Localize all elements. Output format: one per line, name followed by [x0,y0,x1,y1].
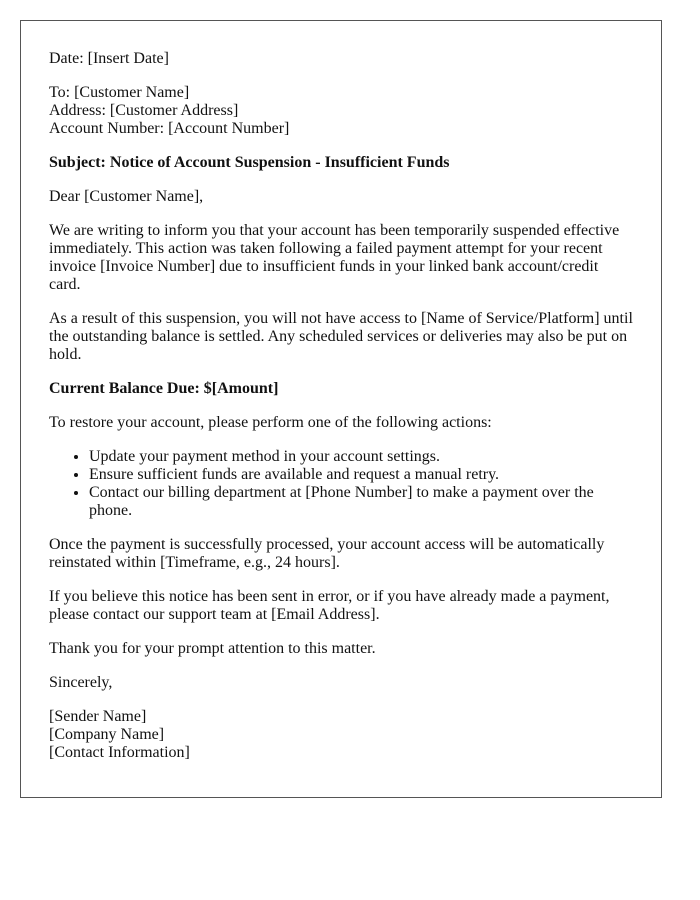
balance-line [49,380,633,398]
recipient-account: Account Number: [Account Number] [49,120,290,137]
contact-info: [Contact Information] [49,744,190,761]
greeting: Dear [Customer Name], [49,188,204,205]
company-name: [Company Name] [49,726,165,743]
recipient-block [49,84,633,138]
date-line: Date: [Insert Date] [49,50,169,67]
list-item: • Contact our billing department at [Phone Number] to make a payment over the phone. [89,484,633,520]
balance-text: Current Balance Due: $[Amount] [49,380,279,397]
letter [20,20,662,798]
list-item: • Ensure sufficient funds are available and request a manual retry. [89,466,633,484]
closing: Sincerely, [49,674,113,691]
subject-line [49,154,633,172]
paragraph-error: If you believe this notice has been sent in error, or if you have already made a payment, please contact our support team at [Email Address]. [49,588,610,623]
list-item: • Update your payment method in your account settings. [89,448,633,466]
paragraph-thanks: Thank you for your prompt attention to this matter. [49,640,376,657]
paragraph-reinstate: Once the payment is successfully processed, your account access will be automatically reinstated within [Timeframe, e.g., 24 hours]. [49,536,605,571]
recipient-name: To: [Customer Name] [49,84,190,101]
paragraph-restore-intro: To restore your account, please perform one of the following actions: [49,414,492,431]
subject-text: Subject: Notice of Account Suspension - Insufficient Funds [49,154,450,171]
signature-block [49,708,633,762]
paragraph-suspension: We are writing to inform you that your account has been temporarily suspended effective immediately. This action was taken following a failed payment attempt for your recent invoice [Invoice Number] due to insufficient funds in your linked bank account/credit card. [49,222,620,293]
sender-name: [Sender Name] [49,708,147,725]
paragraph-access: As a result of this suspension, you will not have access to [Name of Service/Platform] until the outstanding balance is settled. Any scheduled services or deliveries may also be put on hold. [49,310,633,363]
actions-list [49,448,633,520]
recipient-address: Address: [Customer Address] [49,102,239,119]
